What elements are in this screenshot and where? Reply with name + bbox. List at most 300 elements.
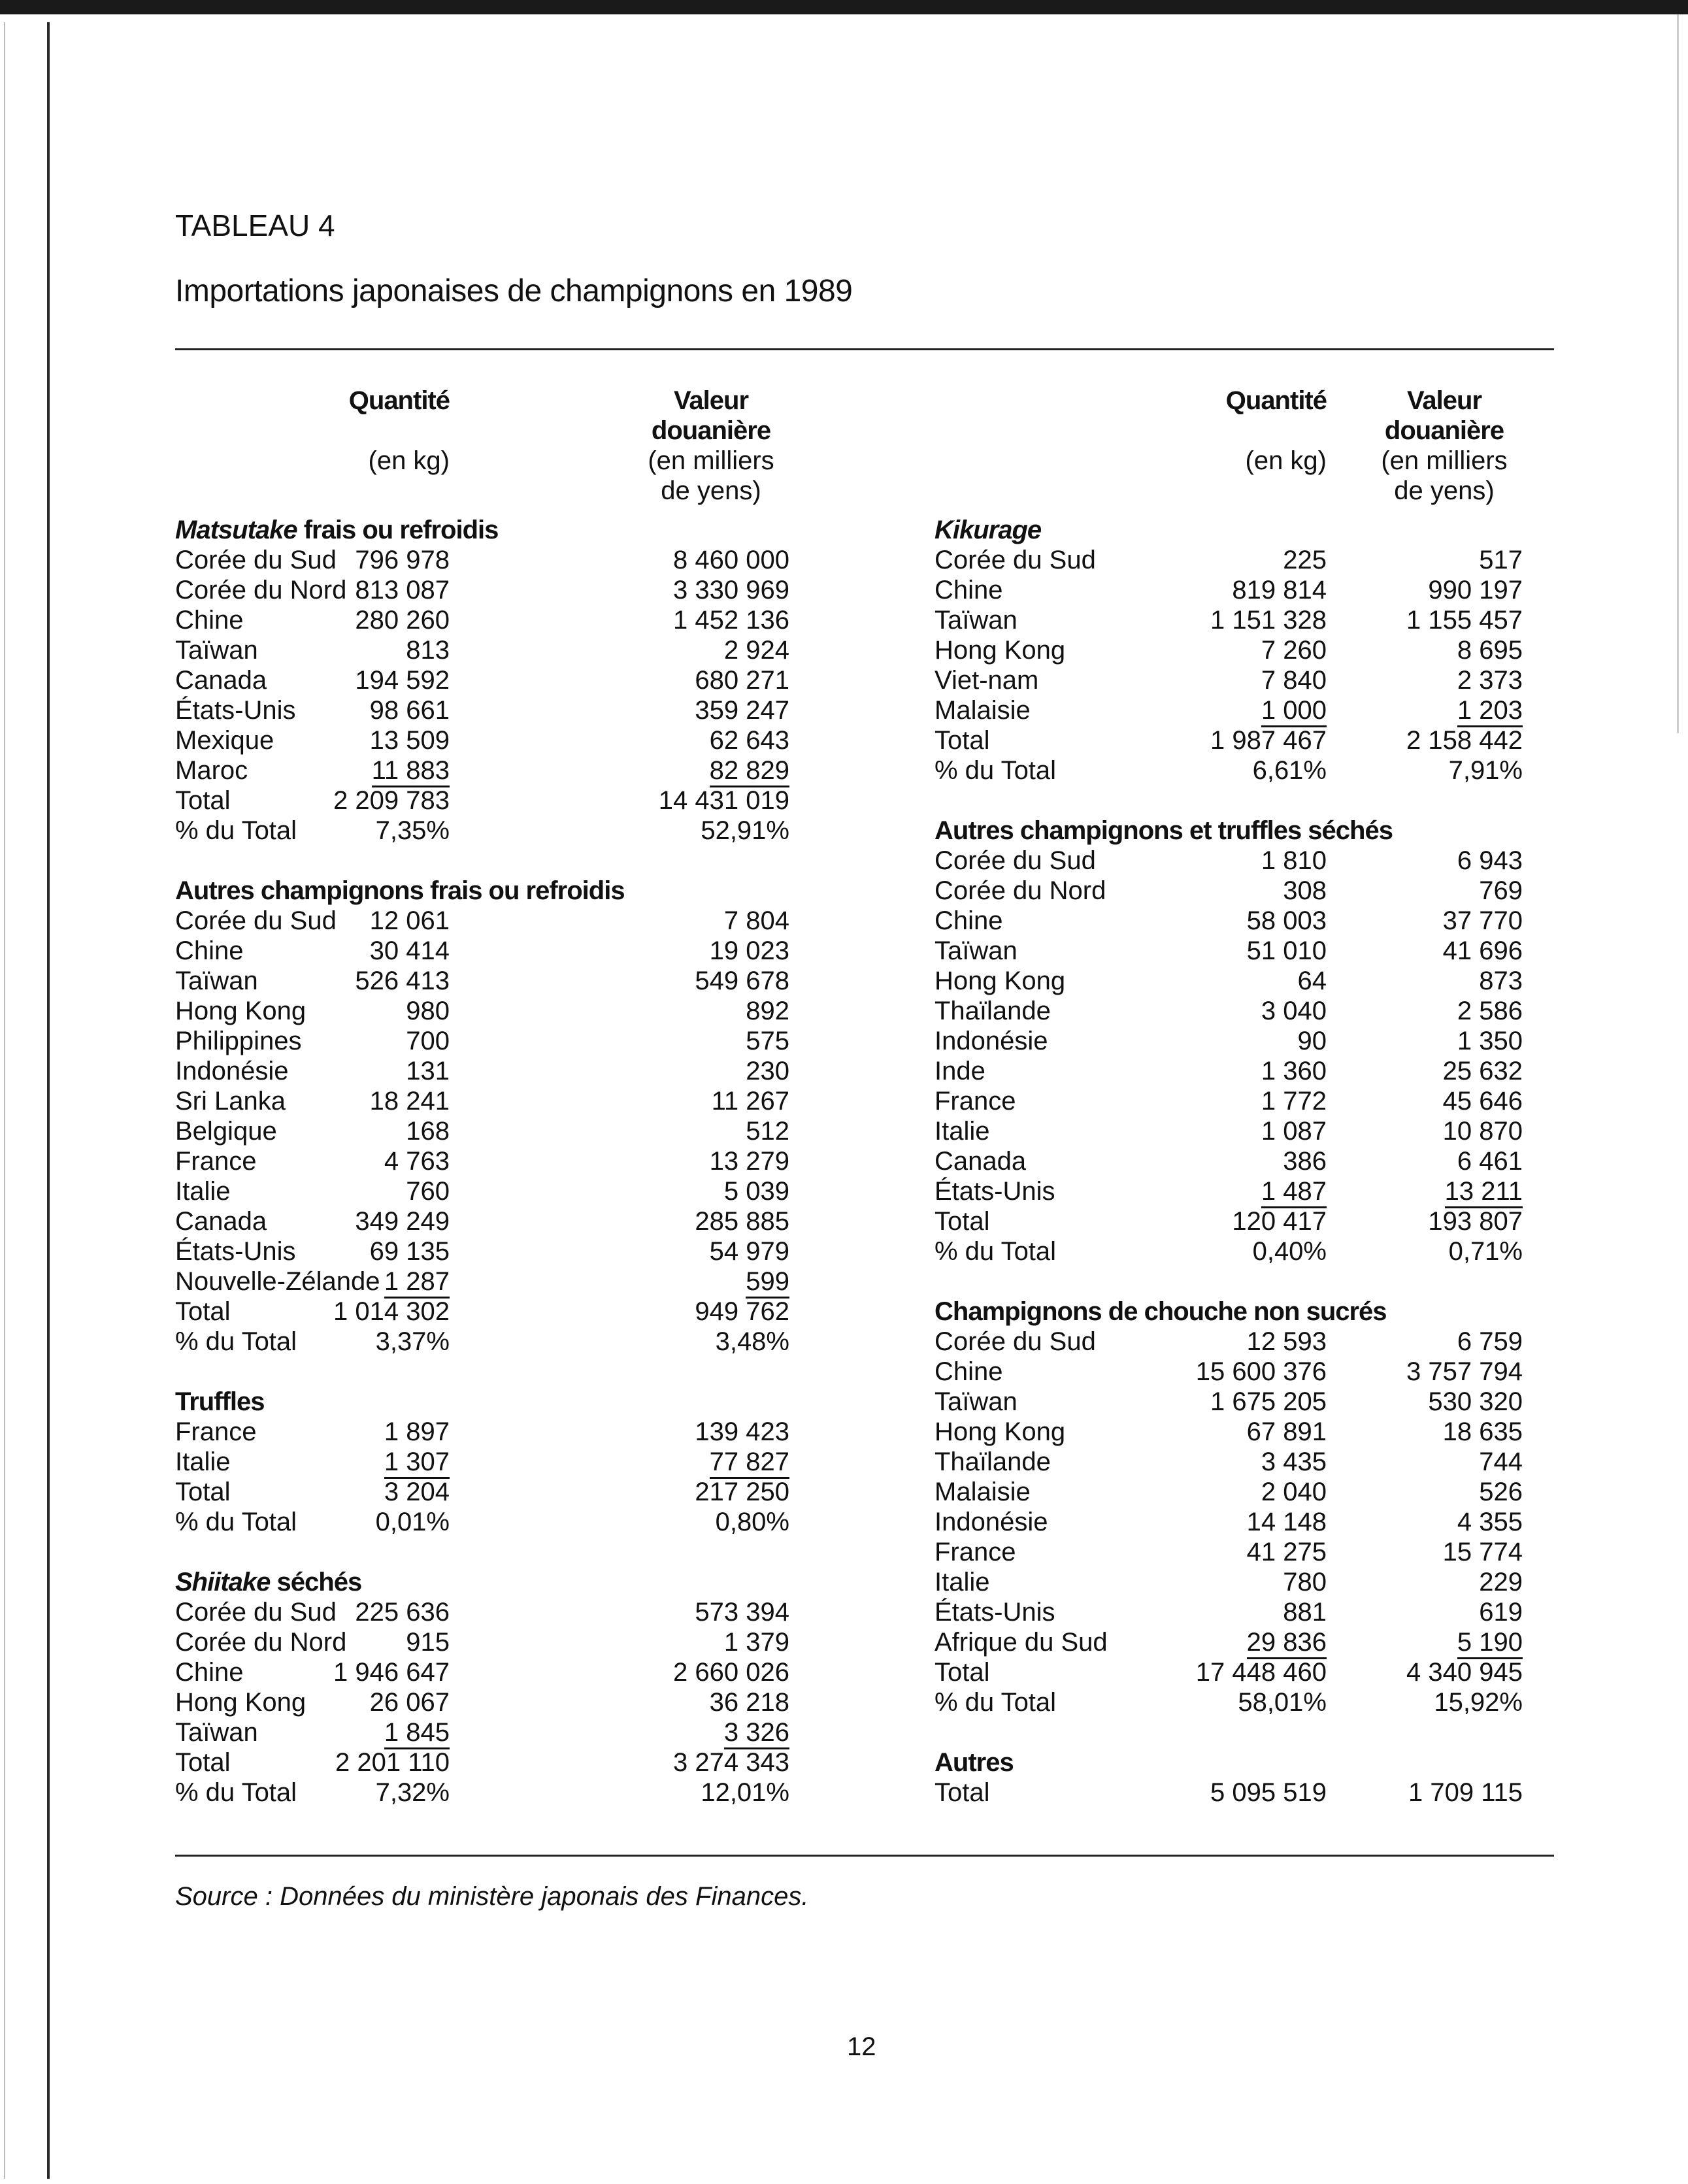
row-quantity: 11 883	[372, 755, 450, 787]
table-row	[175, 1717, 789, 1747]
row-value: 15,92%	[1434, 1688, 1523, 1717]
table-row	[935, 1056, 1523, 1086]
row-value: 1 452 136	[673, 606, 789, 635]
section-title-italic: Shiitake	[175, 1568, 271, 1597]
section-title-text: Autres champignons et truffles séchés	[935, 816, 1393, 845]
row-quantity: 12 061	[369, 906, 450, 935]
section-title	[935, 1747, 1523, 1778]
row-country: % du Total	[175, 1508, 297, 1536]
row-country: Italie	[175, 1177, 231, 1206]
row-value: 18 635	[1442, 1417, 1523, 1446]
row-value: 990 197	[1428, 576, 1523, 604]
row-value: 52,91%	[701, 816, 789, 845]
table-row	[935, 1387, 1523, 1417]
row-quantity: 58,01%	[1238, 1688, 1327, 1717]
row-quantity: 813	[406, 636, 450, 665]
table-row	[935, 1327, 1523, 1357]
table-row	[175, 1687, 789, 1717]
table-row	[935, 1146, 1523, 1176]
row-value: 19 023	[709, 936, 789, 965]
row-quantity: 3 204	[384, 1478, 450, 1506]
row-country: Chine	[175, 606, 244, 635]
row-country: Malaisie	[935, 696, 1031, 725]
row-country: Taïwan	[175, 636, 258, 665]
row-country: Thaïlande	[935, 997, 1051, 1025]
row-country: Corée du Sud	[935, 1327, 1096, 1356]
row-quantity: 0,40%	[1252, 1237, 1327, 1266]
table-row	[935, 1116, 1523, 1146]
table-row	[935, 695, 1523, 725]
table-row	[175, 1447, 789, 1477]
row-quantity: 2 040	[1261, 1478, 1327, 1506]
row-quantity: 7,32%	[375, 1778, 450, 1807]
row-quantity: 58 003	[1246, 906, 1327, 935]
row-country: Total	[175, 1748, 231, 1777]
page-number: 12	[847, 2032, 876, 2061]
left-column-headers	[175, 386, 789, 515]
table-row	[935, 755, 1523, 786]
row-value: 10 870	[1442, 1117, 1523, 1146]
row-value: 573 394	[695, 1598, 789, 1627]
section-title-text: séchés	[270, 1568, 362, 1597]
row-quantity: 29 836	[1247, 1627, 1327, 1659]
table-row	[935, 1657, 1523, 1687]
row-country: Philippines	[175, 1027, 302, 1055]
section-title-text: frais ou refroidis	[297, 516, 499, 544]
row-value: 6 759	[1457, 1327, 1523, 1356]
right-column-headers	[935, 386, 1523, 515]
row-quantity: 51 010	[1246, 936, 1327, 965]
row-country: Chine	[935, 1357, 1003, 1386]
row-quantity: 4 763	[384, 1147, 450, 1176]
section-title	[175, 515, 789, 545]
row-country: Taïwan	[935, 936, 1018, 965]
row-value: 193 807	[1428, 1207, 1523, 1236]
row-quantity: 18 241	[369, 1087, 450, 1116]
value-header: Valeur douanière (en milliers de yens)	[1381, 386, 1508, 505]
row-quantity: 69 135	[369, 1237, 450, 1266]
row-quantity: 819 814	[1232, 576, 1327, 604]
row-quantity: 1 287	[384, 1266, 450, 1299]
row-country: Belgique	[175, 1117, 277, 1146]
table-row	[175, 996, 789, 1026]
section-gap	[935, 1266, 1523, 1297]
row-country: Canada	[175, 1207, 267, 1236]
row-quantity: 12 593	[1246, 1327, 1327, 1356]
row-country: Total	[935, 1207, 990, 1236]
scan-edge-right	[1677, 14, 1679, 733]
row-country: Italie	[175, 1448, 231, 1476]
table-row	[175, 1026, 789, 1056]
row-value: 77 827	[710, 1447, 789, 1479]
row-quantity: 1 307	[384, 1447, 450, 1479]
table-row	[175, 635, 789, 665]
row-country: Total	[935, 1658, 990, 1687]
section-gap	[175, 1537, 789, 1567]
row-value: 2 586	[1457, 997, 1523, 1025]
table-row	[175, 906, 789, 936]
row-quantity: 2 201 110	[335, 1748, 450, 1777]
page-title: Importations japonaises de champignons en 1989	[175, 274, 853, 308]
row-quantity: 280 260	[355, 606, 450, 635]
row-country: % du Total	[175, 1327, 297, 1356]
row-country: Hong Kong	[175, 1688, 306, 1717]
table-row	[175, 1778, 789, 1808]
table-row	[935, 1086, 1523, 1116]
row-value: 744	[1479, 1448, 1523, 1476]
row-country: Viet-nam	[935, 666, 1039, 695]
table-row	[935, 1477, 1523, 1507]
table-row	[935, 1447, 1523, 1477]
row-quantity: 760	[406, 1177, 450, 1206]
row-country: Sri Lanka	[175, 1087, 286, 1116]
row-quantity: 526 413	[355, 967, 450, 995]
table-row	[175, 1657, 789, 1687]
row-country: Corée du Sud	[175, 906, 337, 935]
row-value: 4 340 945	[1406, 1658, 1523, 1687]
row-quantity: 3 040	[1261, 997, 1327, 1025]
table-row	[175, 575, 789, 605]
row-value: 62 643	[709, 726, 789, 755]
table-row	[935, 966, 1523, 996]
section-gap	[175, 1357, 789, 1387]
row-country: Hong Kong	[175, 997, 306, 1025]
row-value: 54 979	[709, 1237, 789, 1266]
row-country: Hong Kong	[935, 636, 1066, 665]
row-value: 0,71%	[1448, 1237, 1523, 1266]
table-row	[935, 1026, 1523, 1056]
table-row	[935, 635, 1523, 665]
row-country: Corée du Nord	[175, 576, 347, 604]
row-value: 37 770	[1442, 906, 1523, 935]
table-row	[175, 1146, 789, 1176]
row-country: % du Total	[935, 756, 1057, 785]
row-quantity: 3,37%	[375, 1327, 450, 1356]
left-table	[175, 386, 789, 1808]
row-country: Total	[175, 1297, 231, 1326]
row-country: Corée du Sud	[175, 546, 337, 574]
table-row	[175, 1477, 789, 1507]
row-value: 14 431 019	[658, 786, 789, 815]
table-row	[175, 936, 789, 966]
row-value: 3 330 969	[673, 576, 789, 604]
section-title-text: Autres	[935, 1748, 1014, 1777]
section-title-text: Champignons de chouche non sucrés	[935, 1297, 1387, 1326]
row-value: 15 774	[1442, 1538, 1523, 1566]
row-country: Taïwan	[175, 1718, 258, 1747]
row-quantity: 67 891	[1246, 1417, 1327, 1446]
table-row	[935, 605, 1523, 635]
row-value: 359 247	[695, 696, 789, 725]
table-row	[175, 816, 789, 846]
row-value: 5 039	[723, 1177, 789, 1206]
row-country: Nouvelle-Zélande	[175, 1267, 380, 1296]
left-table-body	[175, 515, 789, 1808]
row-country: Taïwan	[175, 967, 258, 995]
row-quantity: 7,35%	[375, 816, 450, 845]
table-row	[935, 1567, 1523, 1597]
row-value: 1 709 115	[1408, 1778, 1523, 1807]
row-quantity: 41 275	[1246, 1538, 1327, 1566]
row-quantity: 881	[1283, 1598, 1327, 1627]
row-value: 530 320	[1428, 1387, 1523, 1416]
row-value: 769	[1479, 876, 1523, 905]
section-title	[175, 876, 789, 906]
section-gap	[935, 1717, 1523, 1747]
table-row	[175, 605, 789, 635]
table-row	[175, 1747, 789, 1778]
row-value: 41 696	[1442, 936, 1523, 965]
row-quantity: 1 946 647	[333, 1658, 450, 1687]
row-quantity: 915	[406, 1628, 450, 1657]
row-value: 526	[1479, 1478, 1523, 1506]
row-value: 949 762	[695, 1297, 789, 1326]
table-row	[935, 1417, 1523, 1447]
row-quantity: 1 810	[1261, 846, 1327, 875]
row-value: 8 695	[1457, 636, 1523, 665]
row-country: Total	[935, 726, 990, 755]
row-quantity: 1 487	[1261, 1176, 1327, 1208]
row-quantity: 2 209 783	[333, 786, 450, 815]
table-row	[175, 1206, 789, 1236]
table-row	[935, 545, 1523, 575]
row-value: 7 804	[723, 906, 789, 935]
section-title	[175, 1567, 789, 1597]
table-row	[935, 725, 1523, 755]
row-quantity: 1 087	[1261, 1117, 1327, 1146]
row-country: France	[175, 1147, 257, 1176]
row-value: 2 660 026	[673, 1658, 789, 1687]
row-country: % du Total	[935, 1688, 1057, 1717]
quantity-unit: (en kg)	[1245, 446, 1327, 475]
row-quantity: 13 509	[369, 726, 450, 755]
row-quantity: 1 360	[1261, 1057, 1327, 1085]
right-table	[935, 386, 1523, 1808]
row-country: Canada	[175, 666, 267, 695]
row-quantity: 780	[1283, 1568, 1327, 1597]
row-quantity: 1 845	[384, 1717, 450, 1749]
scan-edge-left	[47, 22, 50, 2179]
row-value: 13 279	[709, 1147, 789, 1176]
row-value: 3 757 794	[1406, 1357, 1523, 1386]
row-value: 3 326	[724, 1717, 789, 1749]
value-header: Valeur douanière (en milliers de yens)	[648, 386, 774, 505]
table-row	[935, 936, 1523, 966]
row-quantity: 1 897	[384, 1417, 450, 1446]
table-row	[935, 1206, 1523, 1236]
section-title-italic: Kikurage	[935, 516, 1042, 544]
scan-edge-left-outer	[4, 22, 5, 2179]
row-quantity: 796 978	[355, 546, 450, 574]
row-value: 0,80%	[715, 1508, 789, 1536]
row-quantity: 90	[1297, 1027, 1327, 1055]
row-country: Total	[175, 786, 231, 815]
row-quantity: 1 014 302	[333, 1297, 450, 1326]
bottom-rule	[175, 1855, 1554, 1857]
source-note: Source : Données du ministère japonais des Finances.	[175, 1882, 809, 1911]
row-value: 2 373	[1457, 666, 1523, 695]
row-country: Mexique	[175, 726, 274, 755]
row-value: 7,91%	[1448, 756, 1523, 785]
row-value: 892	[746, 997, 789, 1025]
row-country: Inde	[935, 1057, 985, 1085]
row-quantity: 120 417	[1232, 1207, 1327, 1236]
table-row	[935, 996, 1523, 1026]
row-value: 11 267	[711, 1087, 789, 1116]
row-country: Taïwan	[935, 1387, 1018, 1416]
row-value: 873	[1479, 967, 1523, 995]
row-country: % du Total	[935, 1237, 1057, 1266]
table-row	[935, 1778, 1523, 1808]
row-value: 619	[1479, 1598, 1523, 1627]
table-row	[175, 755, 789, 786]
row-quantity: 700	[406, 1027, 450, 1055]
section-gap	[175, 846, 789, 876]
row-country: Canada	[935, 1147, 1027, 1176]
table-row	[175, 1266, 789, 1297]
section-gap	[935, 786, 1523, 816]
row-quantity: 26 067	[369, 1688, 450, 1717]
row-country: Corée du Sud	[935, 846, 1096, 875]
table-row	[175, 725, 789, 755]
table-row	[175, 1056, 789, 1086]
row-quantity: 17 448 460	[1195, 1658, 1327, 1687]
row-country: France	[935, 1087, 1016, 1116]
row-value: 3,48%	[715, 1327, 789, 1356]
row-country: Indonésie	[935, 1508, 1048, 1536]
row-country: États-Unis	[175, 696, 296, 725]
row-value: 45 646	[1442, 1087, 1523, 1116]
row-quantity: 6,61%	[1252, 756, 1327, 785]
row-quantity: 225 636	[355, 1598, 450, 1627]
row-value: 549 678	[695, 967, 789, 995]
row-value: 2 924	[723, 636, 789, 665]
quantity-header: Quantité	[348, 386, 450, 415]
row-quantity: 14 148	[1246, 1508, 1327, 1536]
row-value: 12,01%	[701, 1778, 789, 1807]
row-country: Corée du Sud	[175, 1598, 337, 1627]
row-quantity: 1 772	[1261, 1087, 1327, 1116]
row-quantity: 349 249	[355, 1207, 450, 1236]
row-country: Chine	[935, 576, 1003, 604]
table-row	[935, 876, 1523, 906]
table-row	[175, 1236, 789, 1266]
row-value: 36 218	[709, 1688, 789, 1717]
table-row	[935, 1176, 1523, 1206]
table-row	[935, 1687, 1523, 1717]
row-country: Afrique du Sud	[935, 1628, 1108, 1657]
table-row	[935, 1507, 1523, 1537]
row-value: 1 350	[1457, 1027, 1523, 1055]
row-country: Italie	[935, 1117, 990, 1146]
table-row	[175, 1086, 789, 1116]
row-country: Thaïlande	[935, 1448, 1051, 1476]
row-quantity: 386	[1283, 1147, 1327, 1176]
row-value: 517	[1479, 546, 1523, 574]
row-quantity: 168	[406, 1117, 450, 1146]
row-country: % du Total	[175, 816, 297, 845]
section-title	[175, 1387, 789, 1417]
row-quantity: 98 661	[369, 696, 450, 725]
table-row	[175, 1597, 789, 1627]
row-value: 217 250	[695, 1478, 789, 1506]
table-row	[935, 575, 1523, 605]
table-row	[175, 1327, 789, 1357]
row-value: 512	[746, 1117, 789, 1146]
table-row	[935, 1597, 1523, 1627]
table-row	[175, 1297, 789, 1327]
scan-edge-top	[0, 0, 1688, 14]
row-quantity: 131	[406, 1057, 450, 1085]
row-value: 680 271	[695, 666, 789, 695]
row-quantity: 308	[1283, 876, 1327, 905]
table-row	[935, 1537, 1523, 1567]
table-row	[175, 695, 789, 725]
row-quantity: 1 675 205	[1210, 1387, 1327, 1416]
table-row	[175, 1507, 789, 1537]
row-value: 285 885	[695, 1207, 789, 1236]
table-label: TABLEAU 4	[175, 208, 335, 242]
row-value: 4 355	[1457, 1508, 1523, 1536]
row-quantity: 30 414	[369, 936, 450, 965]
row-country: Hong Kong	[935, 1417, 1066, 1446]
top-rule	[175, 348, 1554, 350]
row-country: % du Total	[175, 1778, 297, 1807]
row-value: 3 274 343	[673, 1748, 789, 1777]
row-quantity: 1 000	[1261, 695, 1327, 727]
table-row	[935, 1357, 1523, 1387]
row-country: Italie	[935, 1568, 990, 1597]
row-quantity: 1 987 467	[1210, 726, 1327, 755]
row-country: Total	[175, 1478, 231, 1506]
table-row	[935, 1627, 1523, 1657]
row-country: Indonésie	[935, 1027, 1048, 1055]
row-quantity: 7 840	[1261, 666, 1327, 695]
row-country: Corée du Nord	[175, 1628, 347, 1657]
section-title	[935, 1297, 1523, 1327]
table-row	[935, 665, 1523, 695]
row-quantity: 64	[1297, 967, 1327, 995]
row-country: Maroc	[175, 756, 248, 785]
row-country: Corée du Nord	[935, 876, 1106, 905]
row-value: 5 190	[1457, 1627, 1523, 1659]
row-quantity: 980	[406, 997, 450, 1025]
row-country: Chine	[175, 936, 244, 965]
table-row	[175, 1417, 789, 1447]
row-quantity: 1 151 328	[1210, 606, 1327, 635]
row-country: Chine	[935, 906, 1003, 935]
row-quantity: 7 260	[1261, 636, 1327, 665]
row-value: 6 461	[1457, 1147, 1523, 1176]
row-value: 6 943	[1457, 846, 1523, 875]
section-title-italic: Matsutake	[175, 516, 297, 544]
quantity-unit: (en kg)	[368, 446, 450, 475]
table-row	[175, 545, 789, 575]
row-value: 230	[746, 1057, 789, 1085]
row-country: États-Unis	[175, 1237, 296, 1266]
row-quantity: 813 087	[355, 576, 450, 604]
row-value: 229	[1479, 1568, 1523, 1597]
row-quantity: 5 095 519	[1210, 1778, 1327, 1807]
row-country: Total	[935, 1778, 990, 1807]
row-value: 25 632	[1442, 1057, 1523, 1085]
row-country: Indonésie	[175, 1057, 289, 1085]
table-row	[935, 906, 1523, 936]
quantity-header: Quantité	[1225, 386, 1327, 415]
table-row	[175, 966, 789, 996]
row-value: 1 203	[1457, 695, 1523, 727]
row-value: 139 423	[695, 1417, 789, 1446]
